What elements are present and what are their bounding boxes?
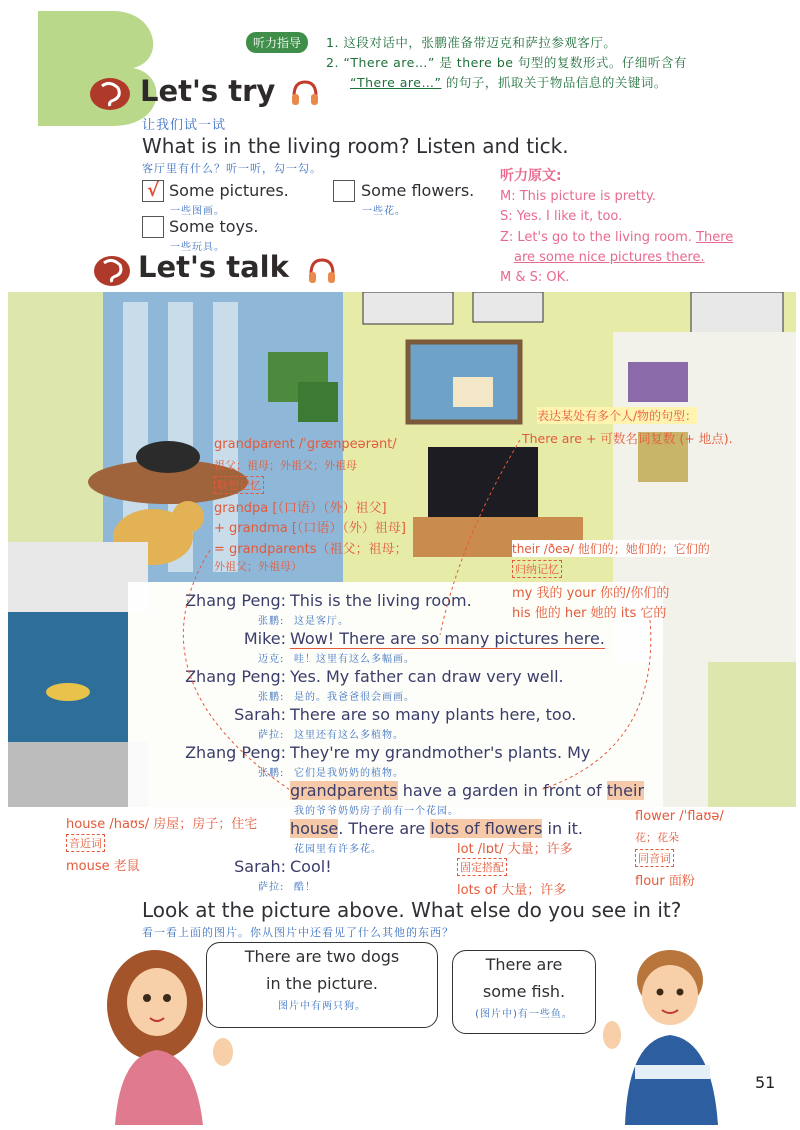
note-grandpa: grandpa [（口语）（外）祖父]	[214, 501, 387, 516]
note-grandparents: = grandparents（祖父；祖母；	[214, 542, 408, 557]
note-possessive-1: my 我的 your 你的/你们的	[512, 586, 670, 601]
line-7-end: in it.	[542, 819, 584, 838]
note-grandma: + grandma [（口语）（外）祖母]	[214, 521, 406, 536]
note-flower-tag: 同音词	[635, 849, 674, 867]
tip-quote: “There are…”	[350, 75, 442, 90]
script-line-4a: are some nice pictures there.	[514, 250, 705, 265]
line-3: Yes. My father can draw very well.	[290, 667, 564, 686]
script-line-4	[514, 250, 705, 265]
speaker-4: Sarah:	[234, 705, 286, 724]
lets-try-title: Let's try	[140, 74, 276, 108]
note-grandparent-word: grandparent /ˈɡrænpeərənt/	[214, 437, 397, 452]
script-line-2: S: Yes. I like it, too.	[500, 209, 623, 224]
word-house: house	[290, 819, 339, 838]
script-line-3	[500, 230, 733, 245]
speech-bubble-dogs	[206, 942, 438, 1028]
note-there-are-pattern: There are + 可数名词复数 (+ 地点).	[522, 431, 733, 446]
speaker-5: Zhang Peng:	[185, 743, 286, 762]
option-label-toys: Some toys.	[169, 217, 259, 236]
note-possessive-2: his 他的 her 她的 its 它的	[512, 606, 667, 621]
script-line-1: M: This picture is pretty.	[500, 189, 656, 204]
line-3-cn: 是的。我爸爸很会画画。	[294, 692, 415, 703]
note-flower-cn: 花；花朵	[635, 831, 679, 844]
speaker-3: Zhang Peng:	[185, 667, 286, 686]
bubble-2-line-1: There are	[485, 955, 563, 974]
note-their-tag: 归纳记忆	[512, 560, 562, 578]
script-title: 听力原文:	[500, 168, 562, 184]
speaker-5-cn: 张鹏:	[258, 768, 285, 779]
tip-line-3	[350, 73, 667, 91]
line-8-cn: 酷！	[294, 882, 316, 893]
line-4-cn: 这里还有这么多植物。	[294, 730, 404, 741]
annotation-arrows	[140, 420, 660, 880]
bubble-2-line-2: some fish.	[482, 982, 566, 1001]
script-line-5: M & S: OK.	[500, 270, 570, 285]
note-grandparent-cn: 祖父；祖母；外祖父；外祖母	[214, 459, 357, 472]
note-there-are-title: 表达某处有多个人/物的句型：	[537, 409, 698, 423]
ear-icon	[92, 254, 132, 288]
bubble-1-line-2: in the picture.	[266, 974, 378, 993]
lets-try-question: What is in the living room? Listen and tick.	[142, 134, 569, 158]
look-question-cn: 看一看上面的图片。你从图片中还看见了什么其他的东西？	[142, 926, 454, 939]
note-their-word: their /ðeə/ 他们的；她们的；它们的	[512, 542, 710, 556]
checkbox-some-flowers[interactable]	[333, 180, 355, 202]
speaker-8-cn: 萨拉:	[258, 882, 285, 893]
speech-bubble-fish	[452, 950, 596, 1034]
option-cn-toys: 一些玩具。	[170, 242, 225, 253]
note-house-word: house /haʊs/ 房屋；房子；住宅	[66, 817, 258, 832]
line-2-cn: 哇！这里有这么多幅画。	[294, 654, 415, 665]
note-mouse: mouse 老鼠	[66, 859, 140, 874]
boy-illustration	[600, 940, 730, 1125]
headphones-icon	[307, 256, 337, 288]
section-b-letter	[28, 6, 178, 131]
word-lots-of-flowers: lots of flowers	[430, 819, 543, 838]
speaker-1: Zhang Peng:	[185, 591, 286, 610]
bubble-2-cn: (图片中)有一些鱼。	[475, 1009, 573, 1020]
checkbox-some-toys[interactable]	[142, 216, 164, 238]
line-6-cn: 我的爷爷奶奶房子前有一个花园。	[294, 806, 459, 817]
line-7-mid: . There are	[338, 819, 431, 838]
line-7-cn: 花园里有许多花。	[294, 844, 382, 855]
checkbox-some-pictures[interactable]: √	[142, 180, 164, 202]
note-grandparent-tag: 联想记忆	[214, 476, 264, 494]
lets-talk-title: Let's talk	[138, 250, 289, 284]
note-house-tag: 音近词	[66, 834, 105, 852]
lets-try-question-cn: 客厅里有什么？听一听，勾一勾。	[142, 162, 322, 175]
speaker-4-cn: 萨拉:	[258, 730, 285, 741]
option-label-flowers: Some flowers.	[361, 181, 475, 200]
tip-line-1: 1. 这段对话中，张鹏准备带迈克和萨拉参观客厅。	[326, 35, 617, 50]
line-6-mid: have a garden in front of	[397, 781, 607, 800]
word-grandparents: grandparents	[290, 781, 398, 800]
look-question: Look at the picture above. What else do you see in it?	[142, 898, 682, 922]
option-cn-flowers: 一些花。	[362, 206, 406, 217]
speaker-1-cn: 张鹏:	[258, 616, 285, 627]
headphones-icon	[290, 78, 320, 110]
script-line-3a: Z: Let's go to the living room.	[500, 230, 692, 245]
note-lot-word: lot /lɒt/ 大量；许多	[457, 842, 573, 857]
option-label-pictures: Some pictures.	[169, 181, 289, 200]
line-5: They're my grandmother's plants. My	[290, 743, 591, 762]
line-4: There are so many plants here, too.	[290, 705, 577, 724]
script-line-3b: There	[696, 230, 734, 245]
option-cn-pictures: 一些图画。	[170, 206, 225, 217]
line-5-cn: 它们是我奶奶的植物。	[294, 768, 404, 779]
page-number: 51	[755, 1073, 776, 1092]
listening-tip-tag: 听力指导	[246, 32, 308, 53]
note-lot-tag: 固定搭配	[457, 858, 507, 876]
speaker-2-cn: 迈克:	[258, 654, 285, 665]
bubble-1-cn: 图片中有两只狗。	[278, 1001, 366, 1012]
note-flower-word: flower /ˈflaʊə/	[635, 809, 724, 824]
tip-line-2: 2. “There are…” 是 there be 句型的复数形式。仔细听含有	[326, 55, 687, 70]
note-grandparents-cn: 外祖父；外祖母）	[214, 560, 302, 573]
line-1: This is the living room.	[290, 591, 472, 610]
speaker-2: Mike:	[243, 629, 286, 648]
tip-rest: 的句子，抓取关于物品信息的关键词。	[441, 75, 667, 90]
line-8: Cool!	[290, 857, 332, 876]
note-lots-of: lots of 大量；许多	[457, 883, 567, 898]
lets-try-title-cn: 让我们试一试	[142, 118, 227, 133]
speaker-8: Sarah:	[234, 857, 286, 876]
note-flour: flour 面粉	[635, 874, 695, 889]
bubble-1-line-1: There are two dogs	[244, 947, 400, 966]
word-their: their	[606, 781, 645, 800]
ear-icon	[88, 76, 132, 112]
line-2: Wow! There are so many pictures here.	[290, 629, 605, 648]
line-1-cn: 这是客厅。	[294, 616, 349, 627]
speaker-3-cn: 张鹏:	[258, 692, 285, 703]
